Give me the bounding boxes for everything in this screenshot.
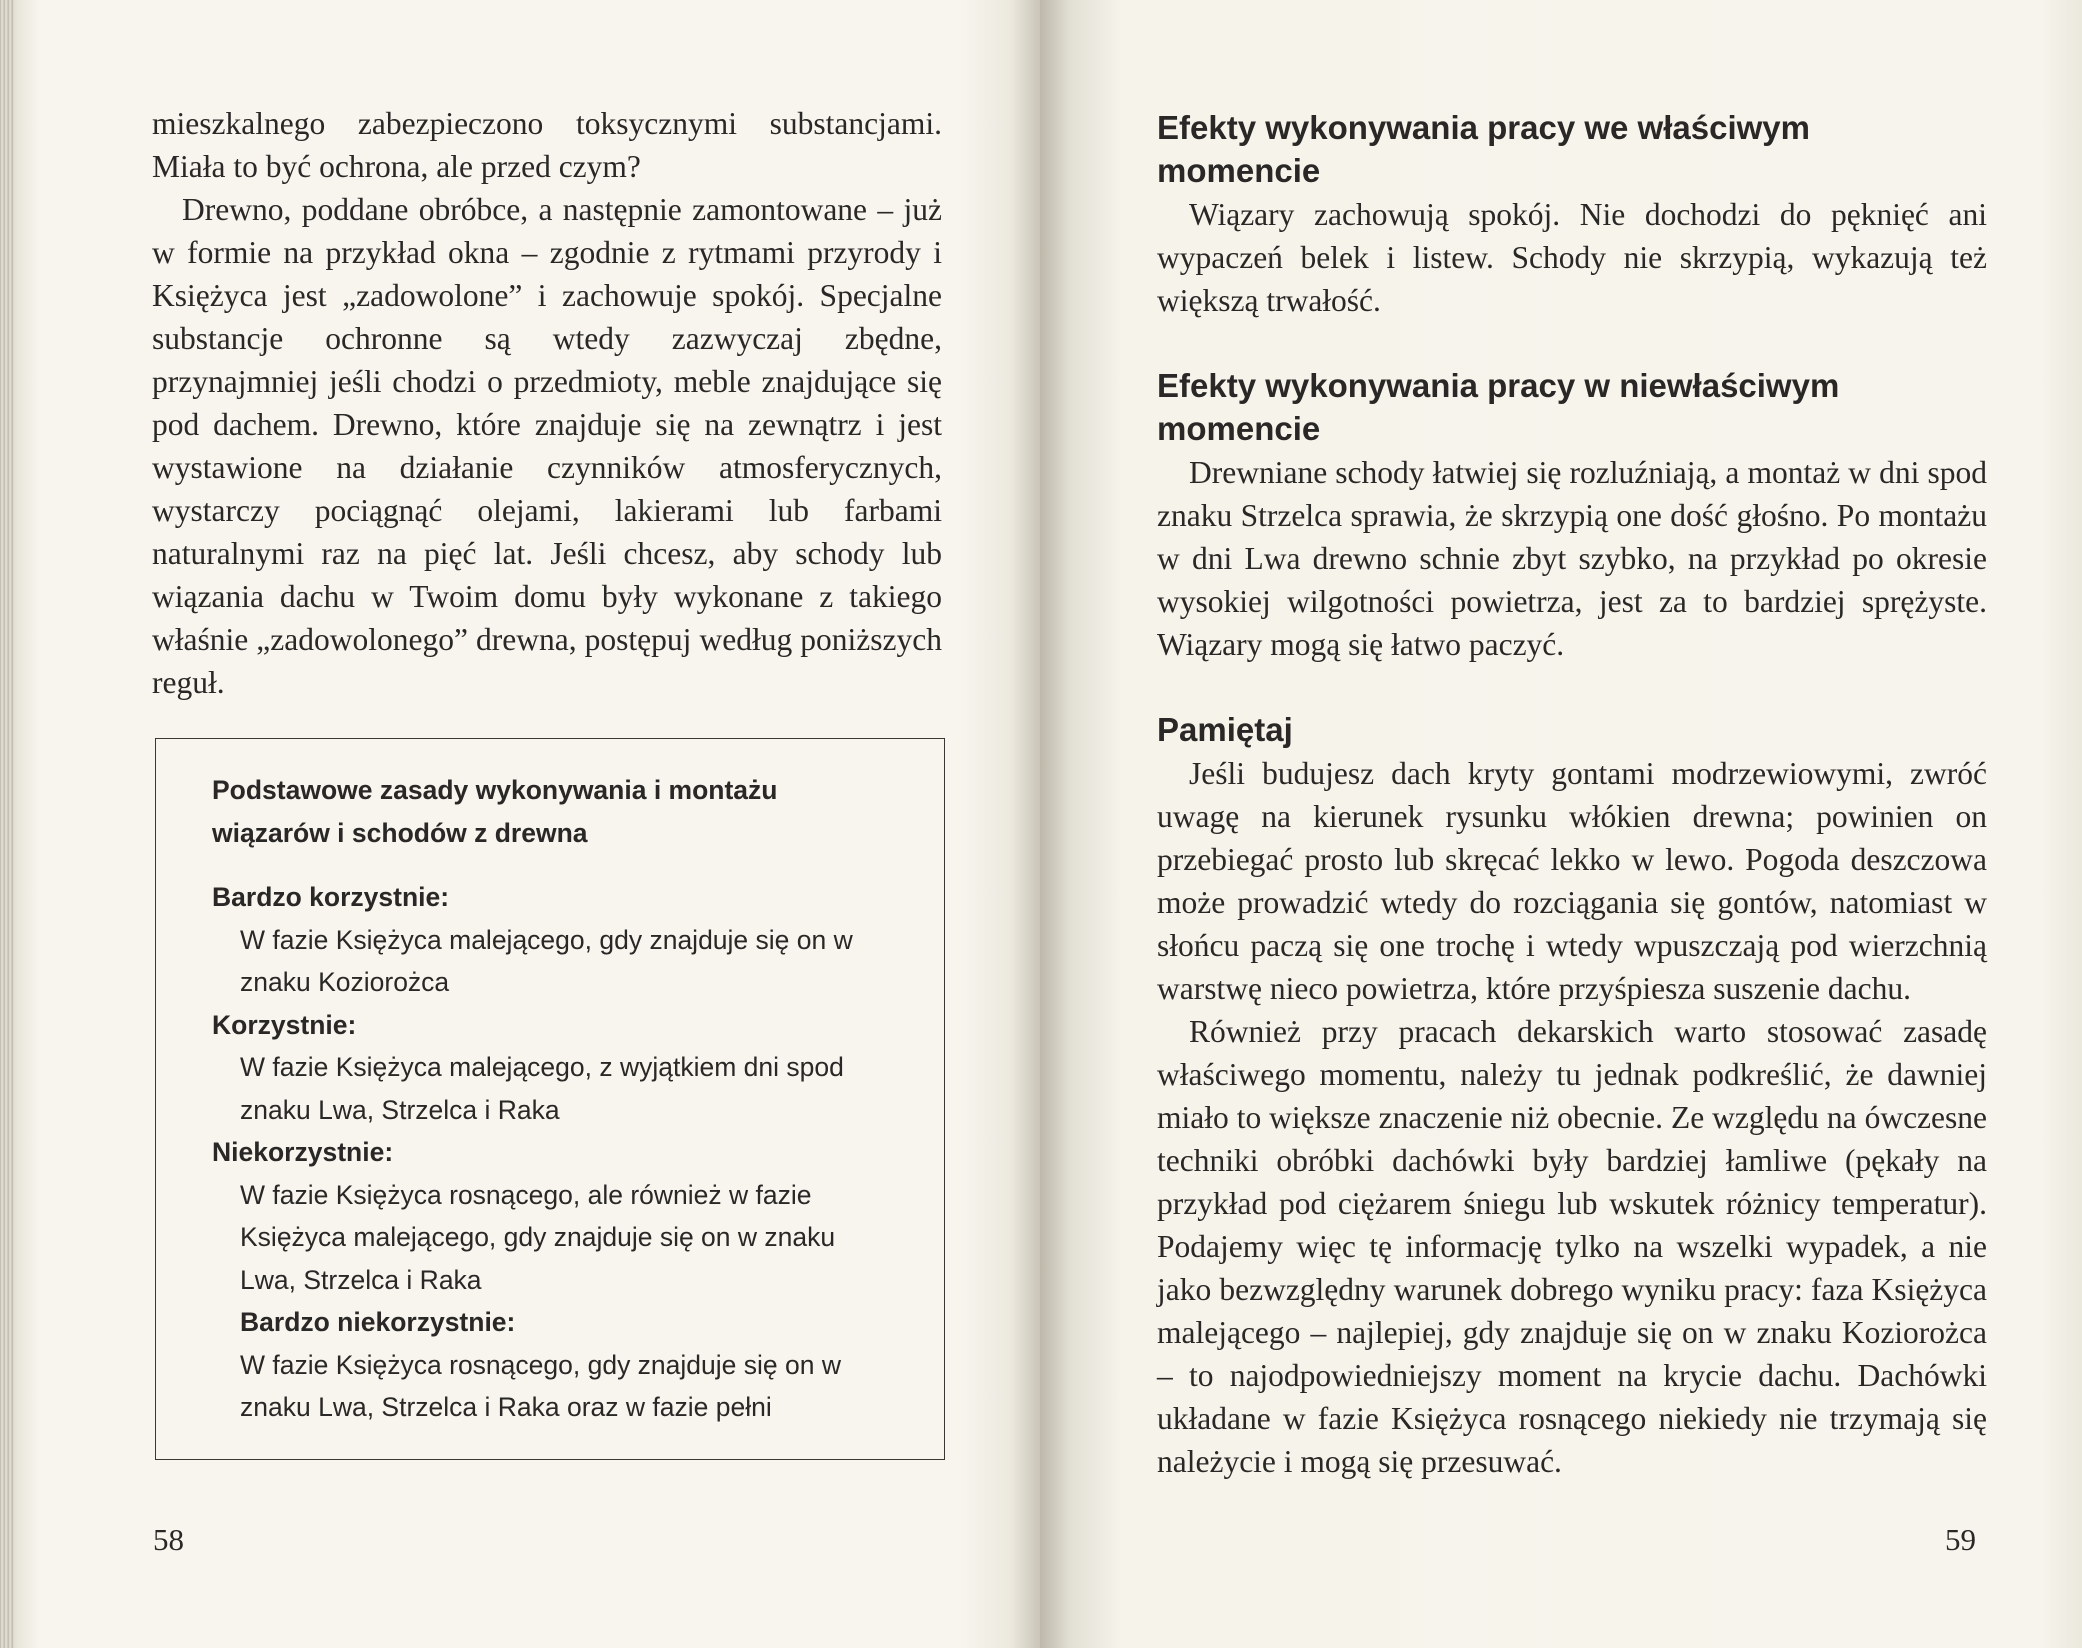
section-text xyxy=(1157,752,1987,1483)
rules-box xyxy=(155,738,945,1460)
category-entry: W fazie Księżyca rosnącego, ale również w fazie Księżyca malejącego, gdy znajduje się on w znaku Lwa, Strzelca i Raka xyxy=(240,1179,836,1295)
paragraph: mieszkalnego zabezpieczono toksycznymi substancjami. Miała to być ochrona, ale przed czym? xyxy=(152,106,942,184)
page-number: 58 xyxy=(153,1522,184,1557)
page-number: 59 xyxy=(1945,1522,1976,1557)
category-very-unfavorable: Bardzo niekorzystnie: xyxy=(240,1307,516,1337)
left-body-text xyxy=(152,102,942,704)
section-text xyxy=(1157,193,1987,322)
category-entry: W fazie Księżyca malejącego, z wyjątkiem dni spod znaku Lwa, Strzelca i Raka xyxy=(240,1052,844,1125)
category-entry: W fazie Księżyca rosnącego, gdy znajduje się on w znaku Lwa, Strzelca i Raka oraz w fazie pełni xyxy=(240,1349,841,1422)
paragraph: Drewno, poddane obróbce, a następnie zamontowane – już w formie na przykład okna – zgodnie z rytmami przyrody i Księżyca jest „zadowolone” i zachowuje spokój. Specjalne substancje ochronne są wtedy zazwyczaj zbędne, przynajmniej jeśli chodzi o przedmioty, meble znajdujące się pod dachem. Drewno, które znajduje się na zewnątrz i jest wystawione na działanie czynników atmosferycznych, wystarczy pociągnąć olejami, lakierami lub farbami naturalnymi raz na pięć lat. Jeśli chcesz, aby schody lub wiązania dachu w Twoim domu były wykonane z takiego właśnie „zadowolonego” drewna, postępuj według poniższych reguł. xyxy=(152,192,942,700)
section-text xyxy=(1157,451,1987,666)
section-heading: Efekty wykonywania pracy we właściwym momencie xyxy=(1157,109,1810,189)
category-favorable: Korzystnie: xyxy=(212,1009,357,1040)
paragraph: Jeśli budujesz dach kryty gontami modrzewiowymi, zwróć uwagę na kierunek rysunku włókien drewna; powinien on przebiegać prosto lub skręcać lekko w lewo. Pogoda deszczowa może prowadzić wtedy do rozciągania się gontów, natomiast w słońcu paczą się one trochę i wtedy wpuszczają pod wierzchnią warstwę nieco powietrza, które przyśpiesza suszenie dachu. xyxy=(1157,756,1987,1006)
paragraph: Również przy pracach dekarskich warto stosować zasadę właściwego momentu, należy tu jednak podkreślić, że dawniej miało to większe znaczenie niż obecnie. Ze względu na ówczesne techniki obróbki dachówki były bardziej łamliwe (pękały na przykład pod ciężarem śniegu lub wskutek różnicy temperatur). Podajemy więc tę informację tylko na wszelki wypadek, a nie jako bezwzględny warunek dobrego wyniku pracy: faza Księżyca malejącego – najlepiej, gdy znajduje się on w znaku Koziorożca – to najodpowiedniejszy moment na krycie dachu. Dachówki układane w fazie Księżyca rosnącego niekiedy nie trzymają się należycie i mogą się przesuwać. xyxy=(1157,1014,1987,1479)
right-page xyxy=(1040,0,2082,1648)
section-heading: Pamiętaj xyxy=(1157,711,1293,748)
paragraph: Drewniane schody łatwiej się rozluźniają, a montaż w dni spod znaku Strzelca sprawia, że skrzypią one dość głośno. Po montażu w dni Lwa drewno schnie zbyt szybko, na przykład po okresie wysokiej wilgotności powietrza, jest za to bardziej sprężyste. Wiązary mogą się łatwo paczyć. xyxy=(1157,455,1987,662)
paragraph: Wiązary zachowują spokój. Nie dochodzi do pęknięć ani wypaczeń belek i listew. Schody nie skrzypią, wykazują też większą trwałość. xyxy=(1157,197,1987,318)
left-page xyxy=(0,0,1040,1648)
box-title: Podstawowe zasady wykonywania i montażu wiązarów i schodów z drewna xyxy=(212,775,778,848)
category-unfavorable: Niekorzystnie: xyxy=(212,1137,394,1167)
page-edge xyxy=(0,0,14,1648)
section-heading: Efekty wykonywania pracy w niewłaściwym momencie xyxy=(1157,367,1840,447)
category-very-favorable: Bardzo korzystnie: xyxy=(212,882,450,912)
category-entry: W fazie Księżyca malejącego, gdy znajduje się on w znaku Koziorożca xyxy=(240,924,853,997)
